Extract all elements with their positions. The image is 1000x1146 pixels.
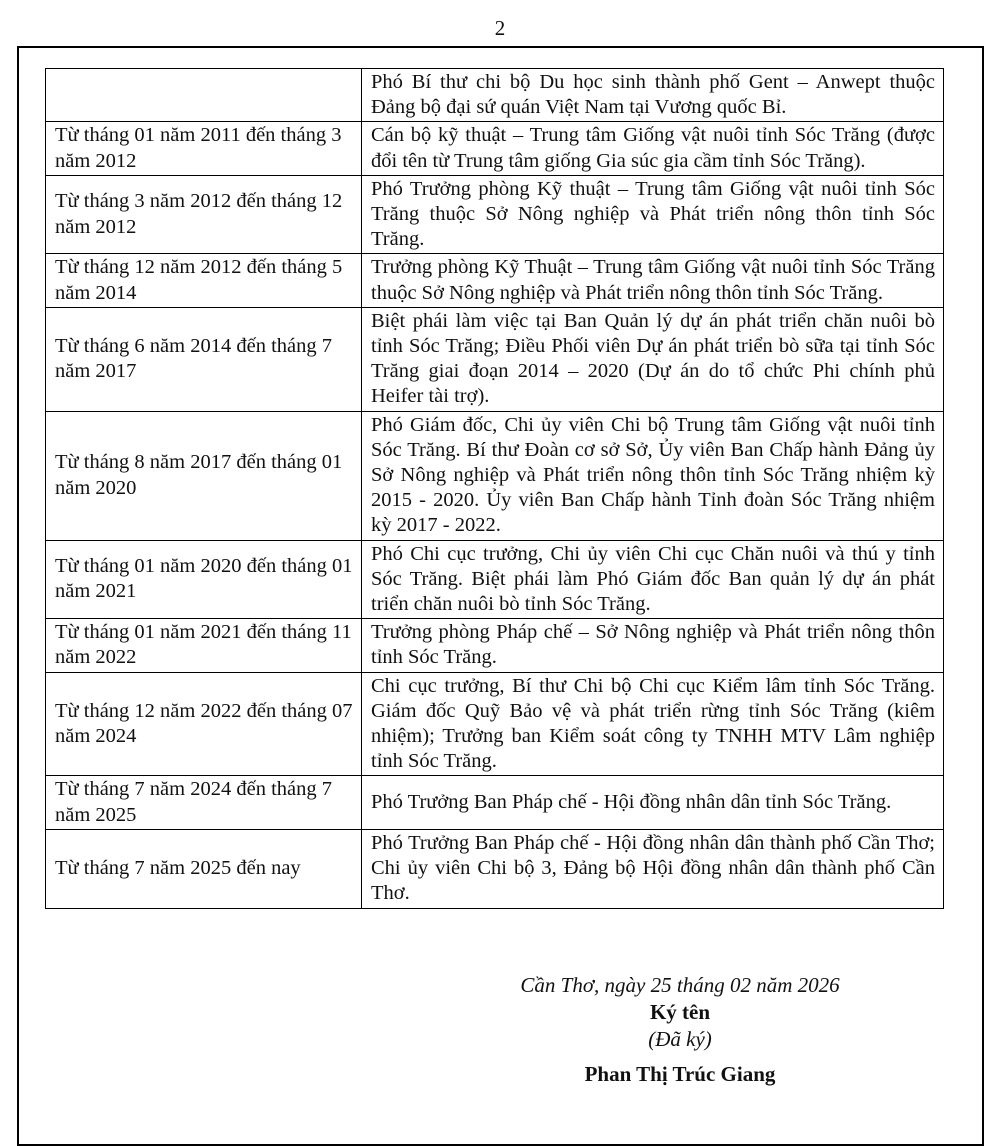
table-row [46, 122, 944, 175]
signature-label: Ký tên [649, 1000, 711, 1024]
period-cell: Từ tháng 01 năm 2011 đến tháng 3 năm 2012 [46, 122, 362, 175]
description-cell: Phó Bí thư chi bộ Du học sinh thành phố Gent – Anwept thuộc Đảng bộ đại sứ quán Việt Nam tại Vương quốc Bỉ. [362, 69, 944, 122]
period-cell [46, 69, 362, 122]
period-cell: Từ tháng 3 năm 2012 đến tháng 12 năm 2012 [46, 175, 362, 254]
description-cell: Biệt phái làm việc tại Ban Quản lý dự án phát triển chăn nuôi bò tỉnh Sóc Trăng; Điều Phối viên Dự án phát triển bò sữa tại tỉnh Sóc Trăng giai đoạn 2014 – 2020 (Dự án do tổ chức Phi chính phủ Heifer tài trợ). [362, 307, 944, 411]
description-cell: Phó Chi cục trưởng, Chi ủy viên Chi cục Chăn nuôi và thú y tỉnh Sóc Trăng. Biệt phái làm Phó Giám đốc Ban quản lý dự án phát triển chăn nuôi bò tỉnh Sóc Trăng. [362, 540, 944, 619]
period-cell: Từ tháng 7 năm 2024 đến tháng 7 năm 2025 [46, 776, 362, 829]
table-row [46, 540, 944, 619]
table-row [46, 672, 944, 776]
table-row [46, 307, 944, 411]
period-cell: Từ tháng 7 năm 2025 đến nay [46, 829, 362, 908]
period-cell: Từ tháng 01 năm 2021 đến tháng 11 năm 2022 [46, 619, 362, 672]
work-history-table [45, 68, 944, 909]
place-date: Cần Thơ, ngày 25 tháng 02 năm 2026 [520, 973, 840, 997]
signature-block [480, 972, 880, 1088]
period-cell: Từ tháng 01 năm 2020 đến tháng 01 năm 2021 [46, 540, 362, 619]
period-cell: Từ tháng 12 năm 2012 đến tháng 5 năm 2014 [46, 254, 362, 307]
signed-note: (Đã ký) [648, 1027, 712, 1051]
period-cell: Từ tháng 12 năm 2022 đến tháng 07 năm 2024 [46, 672, 362, 776]
table-row [46, 254, 944, 307]
table-row [46, 829, 944, 908]
page-number: 2 [494, 16, 506, 40]
period-cell: Từ tháng 8 năm 2017 đến tháng 01 năm 2020 [46, 411, 362, 540]
description-cell: Trưởng phòng Kỹ Thuật – Trung tâm Giống vật nuôi tỉnh Sóc Trăng thuộc Sở Nông nghiệp và Phát triển nông thôn tỉnh Sóc Trăng. [362, 254, 944, 307]
table-row [46, 776, 944, 829]
table-row [46, 175, 944, 254]
period-cell: Từ tháng 6 năm 2014 đến tháng 7 năm 2017 [46, 307, 362, 411]
table-row [46, 619, 944, 672]
signer-name: Phan Thị Trúc Giang [584, 1062, 776, 1086]
description-cell: Phó Trưởng Ban Pháp chế - Hội đồng nhân dân thành phố Cần Thơ; Chi ủy viên Chi bộ 3, Đảng bộ Hội đồng nhân dân thành phố Cần Thơ. [362, 829, 944, 908]
description-cell: Trưởng phòng Pháp chế – Sở Nông nghiệp và Phát triển nông thôn tỉnh Sóc Trăng. [362, 619, 944, 672]
description-cell: Chi cục trưởng, Bí thư Chi bộ Chi cục Kiểm lâm tỉnh Sóc Trăng. Giám đốc Quỹ Bảo vệ và phát triển rừng tỉnh Sóc Trăng (kiêm nhiệm); Trưởng ban Kiểm soát công ty TNHH MTV Lâm nghiệp tỉnh Sóc Trăng. [362, 672, 944, 776]
table-row [46, 411, 944, 540]
description-cell: Phó Trưởng Ban Pháp chế - Hội đồng nhân dân tỉnh Sóc Trăng. [362, 776, 944, 829]
description-cell: Cán bộ kỹ thuật – Trung tâm Giống vật nuôi tỉnh Sóc Trăng (được đổi tên từ Trung tâm giống Gia súc gia cầm tỉnh Sóc Trăng). [362, 122, 944, 175]
description-cell: Phó Giám đốc, Chi ủy viên Chi bộ Trung tâm Giống vật nuôi tỉnh Sóc Trăng. Bí thư Đoàn cơ sở Sở, Ủy viên Ban Chấp hành Đảng ủy Sở Nông nghiệp và Phát triển nông thôn tỉnh Sóc Trăng nhiệm kỳ 2015 - 2020. Ủy viên Ban Chấp hành Tỉnh đoàn Sóc Trăng nhiệm kỳ 2017 - 2022. [362, 411, 944, 540]
table-row [46, 69, 944, 122]
description-cell: Phó Trưởng phòng Kỹ thuật – Trung tâm Giống vật nuôi tỉnh Sóc Trăng thuộc Sở Nông nghiệp và Phát triển nông thôn tỉnh Sóc Trăng. [362, 175, 944, 254]
